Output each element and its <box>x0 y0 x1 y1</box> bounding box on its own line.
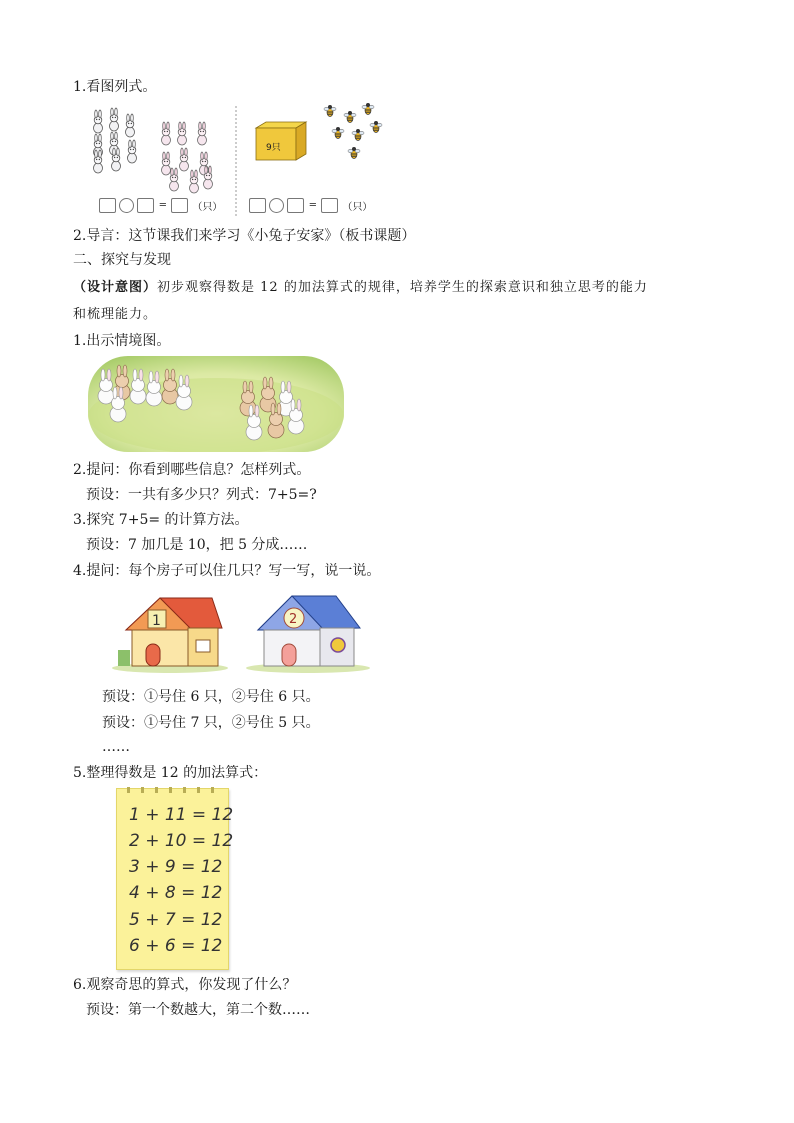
unit-label: （只） <box>342 202 373 213</box>
answer-box[interactable] <box>287 198 304 213</box>
step-3-preset: 预设：7 加几是 10，把 5 分成…… <box>86 537 308 553</box>
step-6-preset: 预设：第一个数越大，第二个数…… <box>86 1002 310 1018</box>
operator-circle[interactable] <box>269 198 284 213</box>
box-label: 9只 <box>266 143 281 153</box>
step-4-preset-2: 预设：①号住 7 只，②号住 5 只。 <box>102 715 320 731</box>
equation-row: 3 + 9 = 12 <box>129 857 223 877</box>
equals-sign: = <box>158 200 167 211</box>
step-3: 3.探究 7+5= 的计算方法。 <box>73 512 249 528</box>
step-4: 4.提问：每个房子可以住几只？写一写，说一说。 <box>73 563 381 579</box>
step-2: 2.提问：你看到哪些信息？怎样列式。 <box>73 462 311 478</box>
answer-box[interactable] <box>171 198 188 213</box>
step-2-preset: 预设：一共有多少只？列式：7+5=? <box>86 487 317 503</box>
equals-sign: = <box>308 200 317 211</box>
equation-row: 5 + 7 = 12 <box>129 910 223 930</box>
design-intent-text: 初步观察得数是 12 的加法算式的规律，培养学生的探索意识和独立思考的能力 <box>157 280 648 295</box>
equations-note-paper <box>116 788 234 970</box>
step-5: 5.整理得数是 12 的加法算式： <box>73 765 268 781</box>
scene-svg <box>88 356 344 452</box>
answer-box[interactable] <box>321 198 338 213</box>
design-intent-line-1 <box>73 278 648 298</box>
step-4-preset-1: 预设：①号住 6 只，②号住 6 只。 <box>102 689 320 705</box>
design-intent-label: （设计意图） <box>73 280 158 295</box>
item-1-title: 1.看图列式。 <box>73 79 157 95</box>
houses-svg <box>112 590 372 674</box>
item-2-intro: 2.导言：这节课我们来学习《小兔子安家》（板书课题） <box>73 228 416 244</box>
step-1: 1.出示情境图。 <box>73 333 171 349</box>
house-1-number: 1 <box>152 613 161 629</box>
step-6: 6.观察奇思的算式，你发现了什么？ <box>73 977 297 993</box>
equation-row: 6 + 6 = 12 <box>129 936 223 956</box>
houses-illustration <box>112 590 372 674</box>
equation-row: 4 + 8 = 12 <box>129 883 223 903</box>
operator-circle[interactable] <box>119 198 134 213</box>
scene-rabbits-illustration <box>88 356 344 452</box>
answer-box[interactable] <box>99 198 116 213</box>
section-heading-explore: 二、探究与发现 <box>73 252 171 268</box>
answer-box[interactable] <box>137 198 154 213</box>
equation-blank-left <box>99 198 223 213</box>
equation-row: 2 + 10 = 12 <box>129 831 234 851</box>
unit-label: （只） <box>192 202 223 213</box>
figure-count-rabbits-bees <box>86 100 396 218</box>
answer-box[interactable] <box>249 198 266 213</box>
equation-row: 1 + 11 = 12 <box>129 805 234 825</box>
house-2-number: 2 <box>289 612 298 627</box>
step-4-ellipsis: …… <box>102 739 130 755</box>
design-intent-line-2: 和梳理能力。 <box>73 307 158 322</box>
equation-blank-right <box>249 198 373 213</box>
